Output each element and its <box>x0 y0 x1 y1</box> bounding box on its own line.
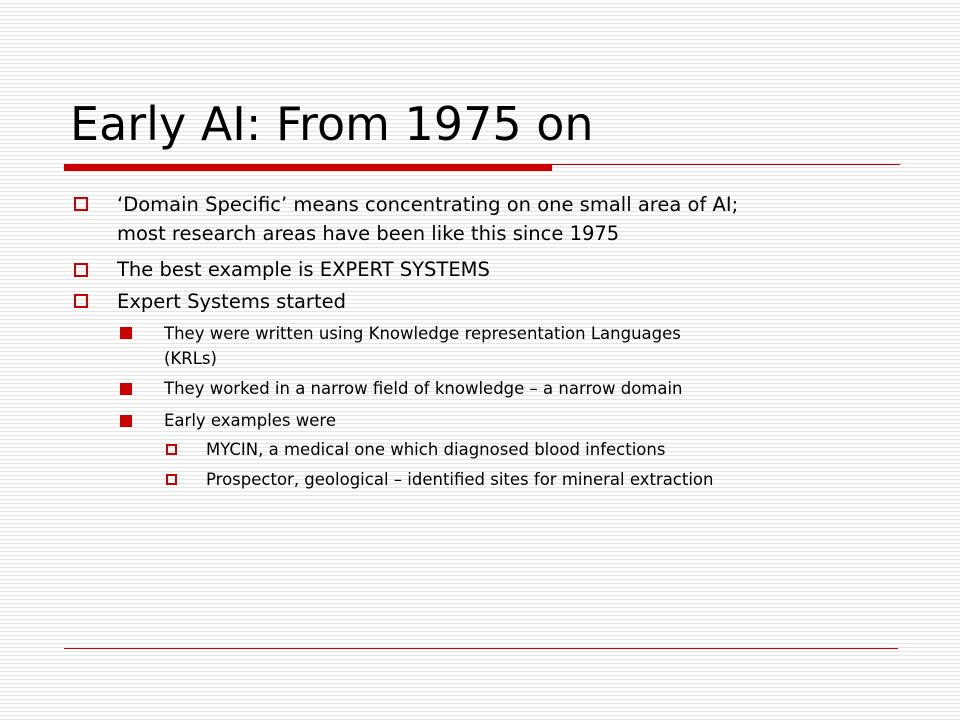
filled-square-icon <box>120 327 132 339</box>
bullet-text-line: MYCIN, a medical one which diagnosed blood infections <box>206 440 666 459</box>
title-accent-bar <box>64 164 552 171</box>
hollow-square-icon <box>74 263 88 277</box>
bullet-text-line: Expert Systems started <box>117 290 346 313</box>
bullet-text-line: ‘Domain Specific’ means concentrating on one small area of AI; <box>117 193 739 216</box>
bullet-text-line: The best example is EXPERT SYSTEMS <box>117 258 490 281</box>
bullet-text-line: They were written using Knowledge representation Languages <box>164 324 681 343</box>
bullet-text-line: most research areas have been like this since 1975 <box>117 222 620 245</box>
title-divider-line <box>552 164 900 165</box>
hollow-square-icon <box>74 294 88 308</box>
bullet-text-line: Early examples were <box>164 411 336 430</box>
hollow-square-icon <box>74 197 88 211</box>
slide-title: Early AI: From 1975 on <box>70 97 594 151</box>
bullet-text-line: They worked in a narrow field of knowledge – a narrow domain <box>164 379 683 398</box>
hollow-square-icon <box>166 444 177 455</box>
filled-square-icon <box>120 415 132 427</box>
filled-square-icon <box>120 383 132 395</box>
footer-divider-line <box>64 648 898 649</box>
bullet-text-line: (KRLs) <box>164 349 217 368</box>
bullet-text-line: Prospector, geological – identified sites for mineral extraction <box>206 470 714 489</box>
hollow-square-icon <box>166 474 177 485</box>
